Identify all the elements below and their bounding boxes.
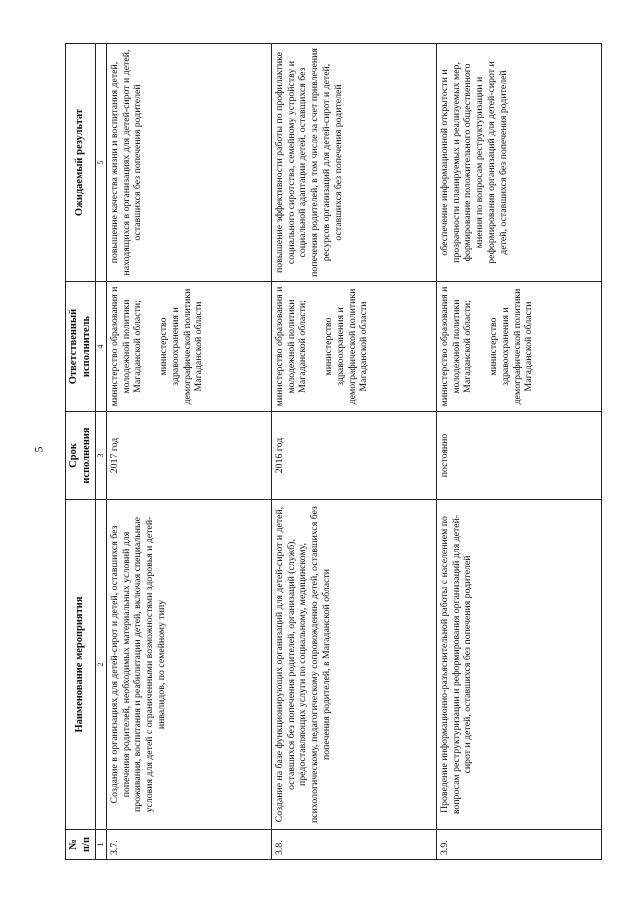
row-number: 3.7. <box>106 830 271 860</box>
measure-result: обеспечение информационной открытости и прозрачности планируемых и реализуемых мер, формирование положительного общественного мнения по вопросам реструктуризации и реформирования организаций для детей-сирот и детей, оставшихся без попечения родителей <box>436 44 601 282</box>
responsible-ministry-education: министерство образования и молодежной политики Магаданской области; <box>273 286 309 407</box>
page-number: 5 <box>31 446 46 453</box>
table-row <box>106 44 271 860</box>
header-name: Наименование мероприятия <box>66 500 96 830</box>
measure-term: постоянно <box>436 412 601 500</box>
column-number: 1 <box>96 830 107 860</box>
column-number: 5 <box>96 44 107 282</box>
rotated-table-container <box>65 44 575 860</box>
header-term: Срок исполнения <box>66 412 96 500</box>
measures-table <box>65 43 602 860</box>
column-number-row <box>96 44 107 860</box>
measure-name: Создание в организациях для детей-сирот и детей, оставшихся без попечения родителей, необходимых материальных условий для проживания, воспитания и реабилитации детей, включая специальные условия для детей с ограниченными возможностями здоровья и детей-инвалидов, по семейному типу <box>106 500 271 830</box>
measure-responsible <box>436 282 601 412</box>
header-result: Ожидаемый результат <box>66 44 96 282</box>
measure-result: повышение эффективности работы по профилактике социального сиротства, семейному устройству и социальной адаптации детей, оставшихся без попечения родителей, в том числе за счет привлечения ресурсов организаций для детей-сирот и детей, оставшихся без попечения родителей <box>271 44 436 282</box>
responsible-ministry-health: министерство здравоохранения и демографической политики Магаданской области <box>488 288 535 405</box>
responsible-ministry-health: министерство здравоохранения и демографической политики Магаданской области <box>323 288 370 405</box>
measure-term: 2017 год <box>106 412 271 500</box>
row-number: 3.8. <box>271 830 436 860</box>
header-responsible: Ответственный исполнитель <box>66 282 96 412</box>
responsible-ministry-education: министерство образования и молодежной политики Магаданской области; <box>438 286 474 407</box>
column-number: 3 <box>96 412 107 500</box>
header-num: № п/п <box>66 830 96 860</box>
column-number: 4 <box>96 282 107 412</box>
measure-responsible <box>106 282 271 412</box>
measure-name: Создание на базе функционирующих организаций для детей-сирот и детей, оставшихся без попечения родителей, организаций (служб), предоставляющих услуги по социальному, медицинскому, психологическому, педагогическому сопровождению детей, оставшихся без попечения родителей, в Магаданской области <box>271 500 436 830</box>
responsible-ministry-education: министерство образования и молодежной политики Магаданской области; <box>108 286 144 407</box>
responsible-ministry-health: министерство здравоохранения и демографической политики Магаданской области <box>158 288 205 405</box>
measure-result: повышение качества жизни и воспитания детей, находящихся в организациях для детей-сирот и детей, оставшихся без попечения родителей <box>106 44 271 282</box>
measure-responsible <box>271 282 436 412</box>
table-row <box>271 44 436 860</box>
measure-name: Проведение информационно-разъяснительной работы с населением по вопросам реструктуризации и реформирования организаций для детей-сирот и детей, оставшихся без попечения родителей <box>436 500 601 830</box>
row-number: 3.9. <box>436 830 601 860</box>
measure-term: 2016 год <box>271 412 436 500</box>
header-row <box>66 44 96 860</box>
table-row <box>436 44 601 860</box>
column-number: 2 <box>96 500 107 830</box>
